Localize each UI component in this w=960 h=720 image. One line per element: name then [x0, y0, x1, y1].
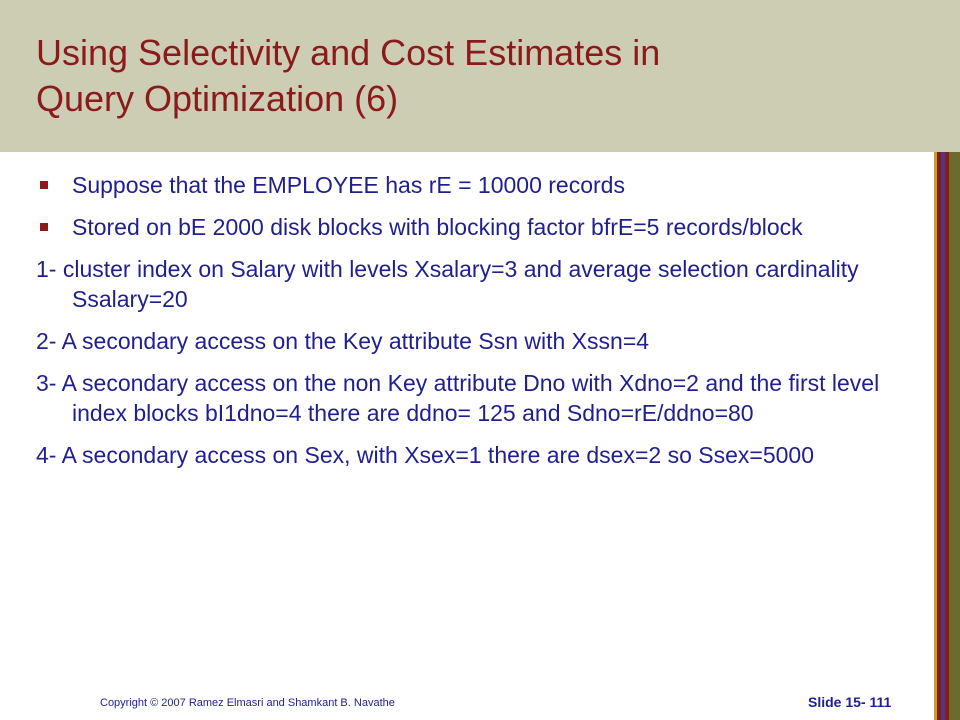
- bullet-text: Suppose that the EMPLOYEE has rE = 10000 records: [72, 172, 625, 198]
- copyright-notice: Copyright © 2007 Ramez Elmasri and Shamkant B. Navathe: [100, 697, 395, 709]
- title-line-2: Query Optimization (6): [36, 78, 399, 119]
- slide-number: Slide 15- 111: [808, 694, 892, 710]
- title-line-1: Using Selectivity and Cost Estimates in: [36, 32, 661, 73]
- numbered-paragraph: 3- A secondary access on the non Key attribute Dno with Xdno=2 and the first level index blocks bI1dno=4 there are ddno= 125 and Sdno=rE/ddno=80: [36, 370, 880, 426]
- square-bullet-icon: [40, 223, 48, 231]
- slide-title: [36, 30, 916, 122]
- numbered-paragraph: 1- cluster index on Salary with levels Xsalary=3 and average selection cardinality Ssalary=20: [36, 256, 859, 312]
- bullet-item: [36, 212, 906, 242]
- square-bullet-icon: [40, 181, 48, 189]
- numbered-paragraph: 4- A secondary access on Sex, with Xsex=1 there are dsex=2 so Ssex=5000: [36, 442, 814, 468]
- bullet-text: Stored on bE 2000 disk blocks with blocking factor bfrE=5 records/block: [72, 214, 803, 240]
- bullet-item: [36, 170, 906, 200]
- slide-body: [36, 170, 906, 482]
- decorative-stripes: [934, 152, 960, 720]
- numbered-paragraph: 2- A secondary access on the Key attribute Ssn with Xssn=4: [36, 328, 650, 354]
- title-bar: [0, 0, 960, 152]
